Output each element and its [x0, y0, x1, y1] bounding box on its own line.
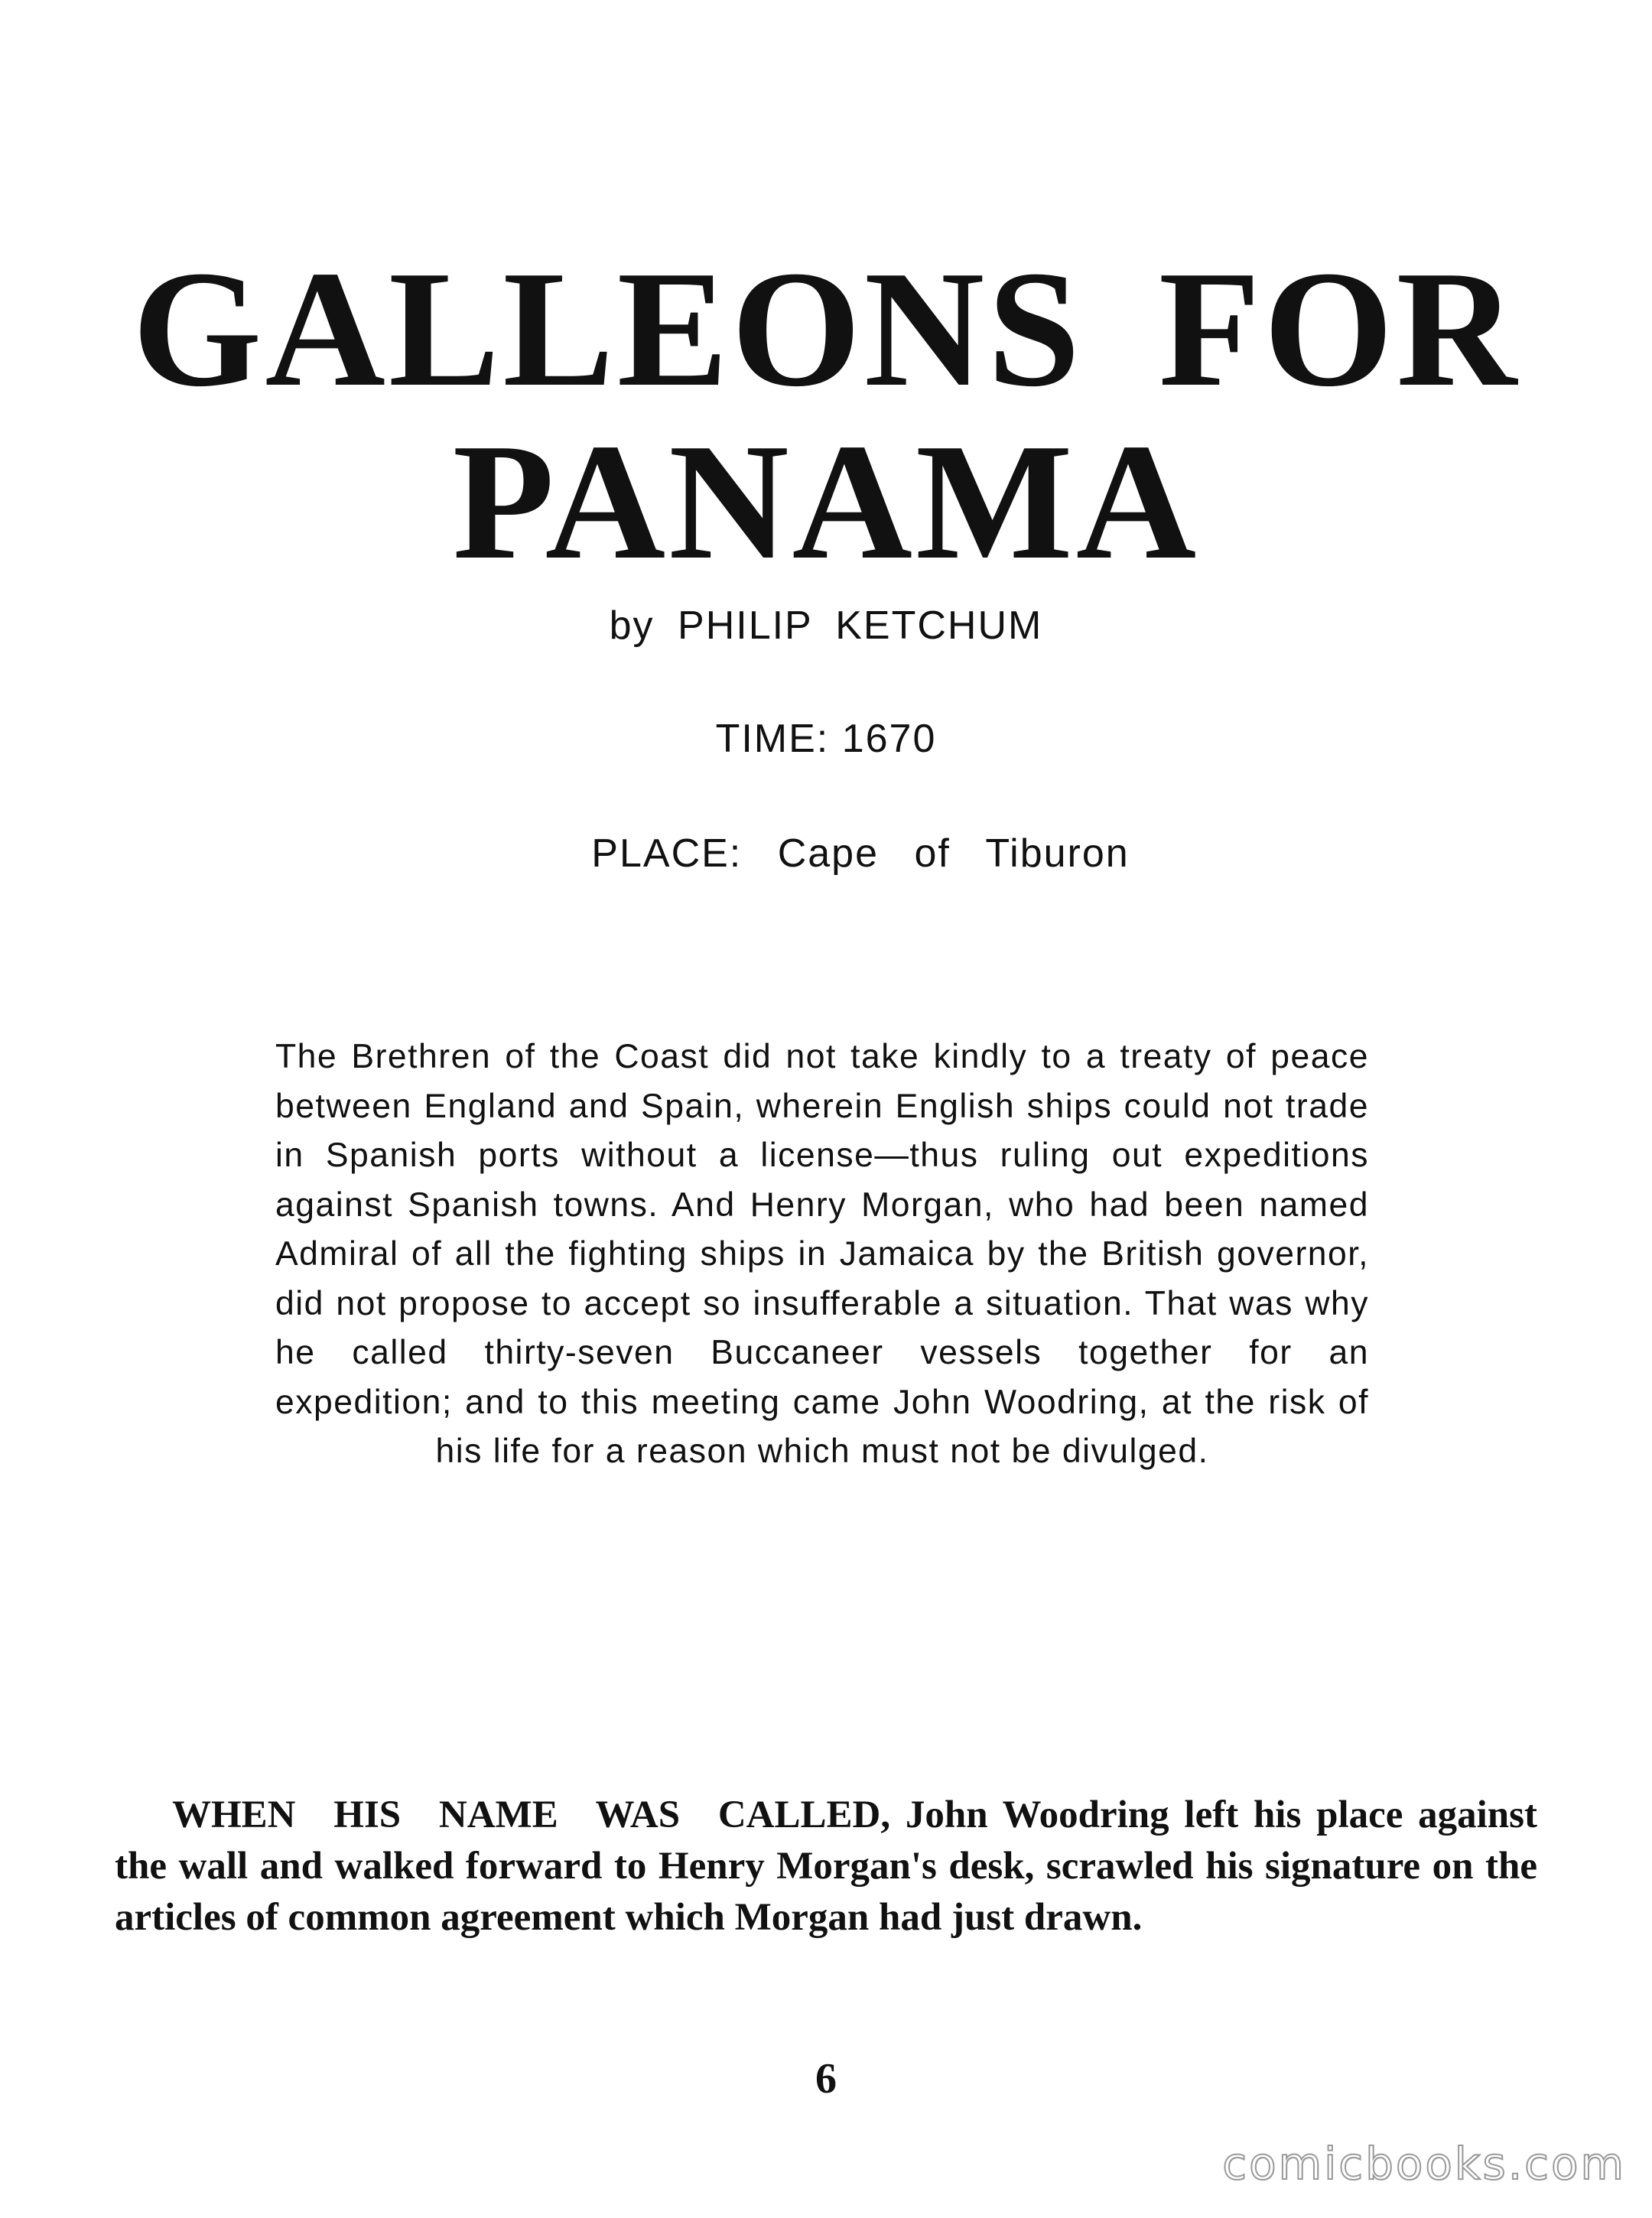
page-number: 6	[815, 2055, 837, 2103]
author-byline: by PHILIP KETCHUM	[609, 603, 1043, 648]
body-lead-in: WHEN HIS NAME WAS CALLED,	[172, 1794, 891, 1836]
story-title-line-1: GALLEONS FOR	[132, 237, 1520, 421]
body-text: John Woodring left his place against the wall and walked forward to Henry Morgan's desk, scrawled his signature on the articles of common agreement which Morgan had just drawn.	[115, 1794, 1537, 1939]
watermark-logo: comicbooks.com	[1222, 2138, 1626, 2190]
intro-paragraph: The Brethren of the Coast did not take kindly to a treaty of peace between England and Spain, wherein English ships could not trade in Spanish ports without a license—thus ruling out expeditions against Spanish towns. And Henry Morgan, who had been named Admiral of all the fighting ships in Jamaica by the British governor, did not propose to accept so insufferable a situation. That was why he called thirty-seven Buccaneer vessels together for an expedition; and to this meeting came John Woodring, at the risk of his life for a reason which must not be divulged.	[275, 1038, 1369, 1470]
story-time: TIME: 1670	[715, 717, 937, 761]
body-paragraph	[115, 1790, 1537, 1943]
story-place: PLACE: Cape of Tiburon	[591, 831, 1130, 876]
story-title-line-2: PANAMA	[452, 410, 1200, 594]
